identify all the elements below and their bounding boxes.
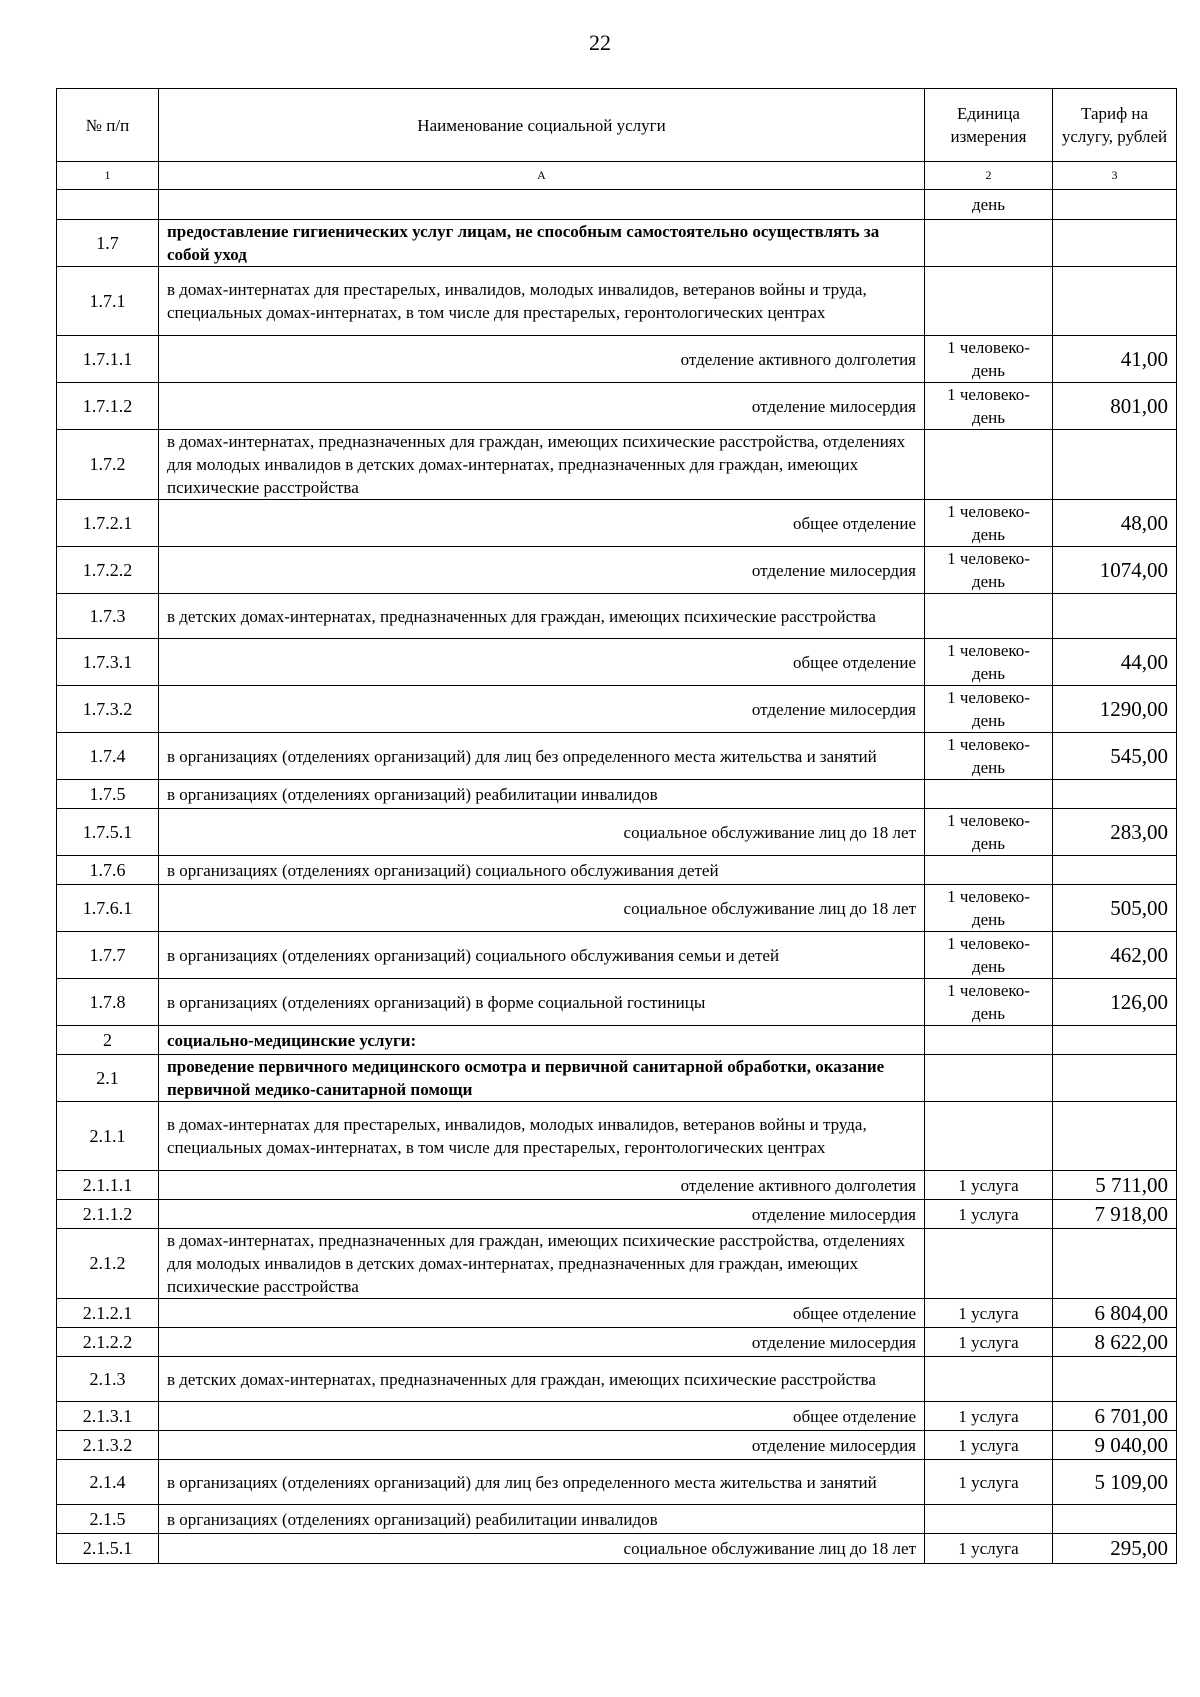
unit-of-measure: 1 человеко-день: [925, 547, 1053, 594]
service-name: отделение активного долголетия: [159, 336, 925, 383]
tariff-value: 1290,00: [1053, 686, 1177, 733]
table-row: [57, 1055, 1177, 1102]
unit-of-measure: 1 человеко-день: [925, 809, 1053, 856]
table-row: [57, 932, 1177, 979]
table-row: [57, 547, 1177, 594]
service-name: общее отделение: [159, 500, 925, 547]
unit-of-measure: [925, 856, 1053, 885]
table-row: [57, 809, 1177, 856]
service-name: общее отделение: [159, 1299, 925, 1328]
service-name: в организациях (отделениях организаций) реабилитации инвалидов: [159, 1505, 925, 1534]
row-number: 2.1.2.1: [57, 1299, 159, 1328]
unit-of-measure: 1 услуга: [925, 1431, 1053, 1460]
header-name: Наименование социальной услуги: [159, 89, 925, 162]
tariff-value: 801,00: [1053, 383, 1177, 430]
tariff-value: [1053, 1229, 1177, 1299]
column-index-2: 2: [925, 162, 1053, 190]
service-name: предоставление гигиенических услуг лицам, не способным самостоятельно осуществлять за собой уход: [159, 220, 925, 267]
table-header-row: [57, 89, 1177, 162]
service-name: в организациях (отделениях организаций) для лиц без определенного места жительства и занятий: [159, 733, 925, 780]
row-number: 2.1.1.2: [57, 1200, 159, 1229]
table-row: [57, 220, 1177, 267]
tariff-value: [1053, 1055, 1177, 1102]
row-number: 1.7: [57, 220, 159, 267]
table-row: [57, 1402, 1177, 1431]
service-name: отделение милосердия: [159, 547, 925, 594]
table-row: [57, 733, 1177, 780]
unit-of-measure: [925, 267, 1053, 336]
service-name: [159, 190, 925, 220]
header-price: Тариф на услугу, рублей: [1053, 89, 1177, 162]
row-number: 1.7.2.1: [57, 500, 159, 547]
unit-of-measure: 1 услуга: [925, 1200, 1053, 1229]
unit-of-measure: 1 человеко-день: [925, 733, 1053, 780]
unit-of-measure: 1 человеко-день: [925, 686, 1053, 733]
row-number: 2.1.4: [57, 1460, 159, 1505]
unit-of-measure: [925, 1102, 1053, 1171]
service-name: проведение первичного медицинского осмотра и первичной санитарной обработки, оказание первичной медико-санитарной помощи: [159, 1055, 925, 1102]
tariff-value: [1053, 1505, 1177, 1534]
column-index-row: [57, 162, 1177, 190]
row-number: 2: [57, 1026, 159, 1055]
row-number: 2.1.2.2: [57, 1328, 159, 1357]
table-row: [57, 1171, 1177, 1200]
tariff-value: 7 918,00: [1053, 1200, 1177, 1229]
table-row: [57, 979, 1177, 1026]
row-number: 1.7.3: [57, 594, 159, 639]
tariff-value: 48,00: [1053, 500, 1177, 547]
table-row: [57, 686, 1177, 733]
unit-of-measure: 1 услуга: [925, 1171, 1053, 1200]
service-name: в организациях (отделениях организаций) социального обслуживания детей: [159, 856, 925, 885]
tariff-value: [1053, 1026, 1177, 1055]
row-number: 1.7.4: [57, 733, 159, 780]
table-row: [57, 856, 1177, 885]
service-name: в детских домах-интернатах, предназначенных для граждан, имеющих психические расстройства: [159, 1357, 925, 1402]
service-name: в домах-интернатах для престарелых, инвалидов, молодых инвалидов, ветеранов войны и труда, специальных домах-интернатах, в том числе для престарелых, геронтологических центрах: [159, 1102, 925, 1171]
row-number: 1.7.3.1: [57, 639, 159, 686]
service-name: в организациях (отделениях организаций) в форме социальной гостиницы: [159, 979, 925, 1026]
service-name: в домах-интернатах, предназначенных для граждан, имеющих психические расстройства, отделениях для молодых инвалидов в детских домах-интернатах, предназначенных для граждан, имеющих психические расстройства: [159, 1229, 925, 1299]
service-name: социально-медицинские услуги:: [159, 1026, 925, 1055]
row-number: 2.1.1.1: [57, 1171, 159, 1200]
unit-of-measure: [925, 220, 1053, 267]
row-number: 1.7.5: [57, 780, 159, 809]
unit-of-measure: 1 человеко-день: [925, 336, 1053, 383]
table-row: [57, 594, 1177, 639]
tariff-value: 545,00: [1053, 733, 1177, 780]
column-index-3: 3: [1053, 162, 1177, 190]
table-row: [57, 1200, 1177, 1229]
tariff-value: 1074,00: [1053, 547, 1177, 594]
service-name: общее отделение: [159, 1402, 925, 1431]
row-number: 1.7.2: [57, 430, 159, 500]
table-row: [57, 1357, 1177, 1402]
row-number: 2.1.3.2: [57, 1431, 159, 1460]
table-row: [57, 1299, 1177, 1328]
row-number: 2.1.5: [57, 1505, 159, 1534]
table-row: [57, 1534, 1177, 1564]
tariff-value: [1053, 220, 1177, 267]
service-name: в домах-интернатах, предназначенных для граждан, имеющих психические расстройства, отделениях для молодых инвалидов в детских домах-интернатах, предназначенных для граждан, имеющих психические расстройства: [159, 430, 925, 500]
unit-of-measure: 1 человеко-день: [925, 932, 1053, 979]
table-row: [57, 383, 1177, 430]
service-name: в детских домах-интернатах, предназначенных для граждан, имеющих психические расстройства: [159, 594, 925, 639]
tariff-value: 126,00: [1053, 979, 1177, 1026]
table-row: [57, 500, 1177, 547]
unit-of-measure: 1 человеко-день: [925, 979, 1053, 1026]
row-number: 1.7.2.2: [57, 547, 159, 594]
tariff-value: 6 701,00: [1053, 1402, 1177, 1431]
row-number: 1.7.7: [57, 932, 159, 979]
table-row: [57, 1505, 1177, 1534]
tariff-value: [1053, 856, 1177, 885]
row-number: 1.7.1: [57, 267, 159, 336]
unit-of-measure: 1 услуга: [925, 1534, 1053, 1564]
unit-of-measure: [925, 1055, 1053, 1102]
table-row: [57, 1431, 1177, 1460]
tariff-value: [1053, 594, 1177, 639]
unit-of-measure: [925, 1505, 1053, 1534]
row-number: 2.1: [57, 1055, 159, 1102]
row-number: 1.7.6.1: [57, 885, 159, 932]
unit-of-measure: 1 человеко-день: [925, 885, 1053, 932]
tariff-value: 505,00: [1053, 885, 1177, 932]
unit-of-measure: 1 человеко-день: [925, 639, 1053, 686]
tariff-value: [1053, 1357, 1177, 1402]
header-unit: Единица измерения: [925, 89, 1053, 162]
table-row: [57, 430, 1177, 500]
table-row: [57, 336, 1177, 383]
service-name: отделение милосердия: [159, 1200, 925, 1229]
tariff-value: [1053, 267, 1177, 336]
tariff-value: [1053, 1102, 1177, 1171]
row-number: 1.7.6: [57, 856, 159, 885]
unit-of-measure: 1 услуга: [925, 1460, 1053, 1505]
service-name: в домах-интернатах для престарелых, инвалидов, молодых инвалидов, ветеранов войны и труда, специальных домах-интернатах, в том числе для престарелых, геронтологических центрах: [159, 267, 925, 336]
row-number: 2.1.3: [57, 1357, 159, 1402]
row-number: 1.7.8: [57, 979, 159, 1026]
tariff-value: 5 109,00: [1053, 1460, 1177, 1505]
tariff-value: 44,00: [1053, 639, 1177, 686]
unit-of-measure: [925, 594, 1053, 639]
unit-of-measure: 1 услуга: [925, 1328, 1053, 1357]
tariff-value: 9 040,00: [1053, 1431, 1177, 1460]
table-row: [57, 885, 1177, 932]
row-number: 1.7.3.2: [57, 686, 159, 733]
table-row: [57, 639, 1177, 686]
page-number: 22: [589, 30, 611, 55]
column-index-1: 1: [57, 162, 159, 190]
tariff-value: [1053, 430, 1177, 500]
tariff-value: [1053, 190, 1177, 220]
service-name: отделение милосердия: [159, 1328, 925, 1357]
service-name: общее отделение: [159, 639, 925, 686]
tariff-value: [1053, 780, 1177, 809]
tariff-value: 462,00: [1053, 932, 1177, 979]
table-row: [57, 1460, 1177, 1505]
tariff-table: [56, 88, 1177, 1564]
table-row: [57, 1328, 1177, 1357]
service-name: социальное обслуживание лиц до 18 лет: [159, 885, 925, 932]
service-name: в организациях (отделениях организаций) реабилитации инвалидов: [159, 780, 925, 809]
row-number: 1.7.1.2: [57, 383, 159, 430]
unit-of-measure: 1 услуга: [925, 1299, 1053, 1328]
table-row: [57, 1026, 1177, 1055]
service-name: отделение милосердия: [159, 686, 925, 733]
unit-of-measure: [925, 1026, 1053, 1055]
service-name: социальное обслуживание лиц до 18 лет: [159, 809, 925, 856]
tariff-value: 6 804,00: [1053, 1299, 1177, 1328]
unit-of-measure: день: [925, 190, 1053, 220]
unit-of-measure: [925, 1229, 1053, 1299]
unit-of-measure: [925, 430, 1053, 500]
unit-of-measure: [925, 780, 1053, 809]
row-number: 1.7.5.1: [57, 809, 159, 856]
header-num: № п/п: [57, 89, 159, 162]
row-number: 2.1.2: [57, 1229, 159, 1299]
service-name: отделение милосердия: [159, 1431, 925, 1460]
service-name: в организациях (отделениях организаций) для лиц без определенного места жительства и занятий: [159, 1460, 925, 1505]
column-index-a: А: [159, 162, 925, 190]
table-row: [57, 190, 1177, 220]
table-row: [57, 267, 1177, 336]
unit-of-measure: 1 человеко-день: [925, 383, 1053, 430]
tariff-value: 41,00: [1053, 336, 1177, 383]
service-name: отделение активного долголетия: [159, 1171, 925, 1200]
service-name: социальное обслуживание лиц до 18 лет: [159, 1534, 925, 1564]
tariff-value: 8 622,00: [1053, 1328, 1177, 1357]
unit-of-measure: [925, 1357, 1053, 1402]
row-number: 2.1.1: [57, 1102, 159, 1171]
table-row: [57, 1102, 1177, 1171]
table-row: [57, 1229, 1177, 1299]
table-row: [57, 780, 1177, 809]
tariff-value: 295,00: [1053, 1534, 1177, 1564]
tariff-value: 5 711,00: [1053, 1171, 1177, 1200]
unit-of-measure: 1 услуга: [925, 1402, 1053, 1431]
row-number: 2.1.3.1: [57, 1402, 159, 1431]
row-number: [57, 190, 159, 220]
service-name: отделение милосердия: [159, 383, 925, 430]
row-number: 2.1.5.1: [57, 1534, 159, 1564]
unit-of-measure: 1 человеко-день: [925, 500, 1053, 547]
service-name: в организациях (отделениях организаций) социального обслуживания семьи и детей: [159, 932, 925, 979]
tariff-value: 283,00: [1053, 809, 1177, 856]
row-number: 1.7.1.1: [57, 336, 159, 383]
